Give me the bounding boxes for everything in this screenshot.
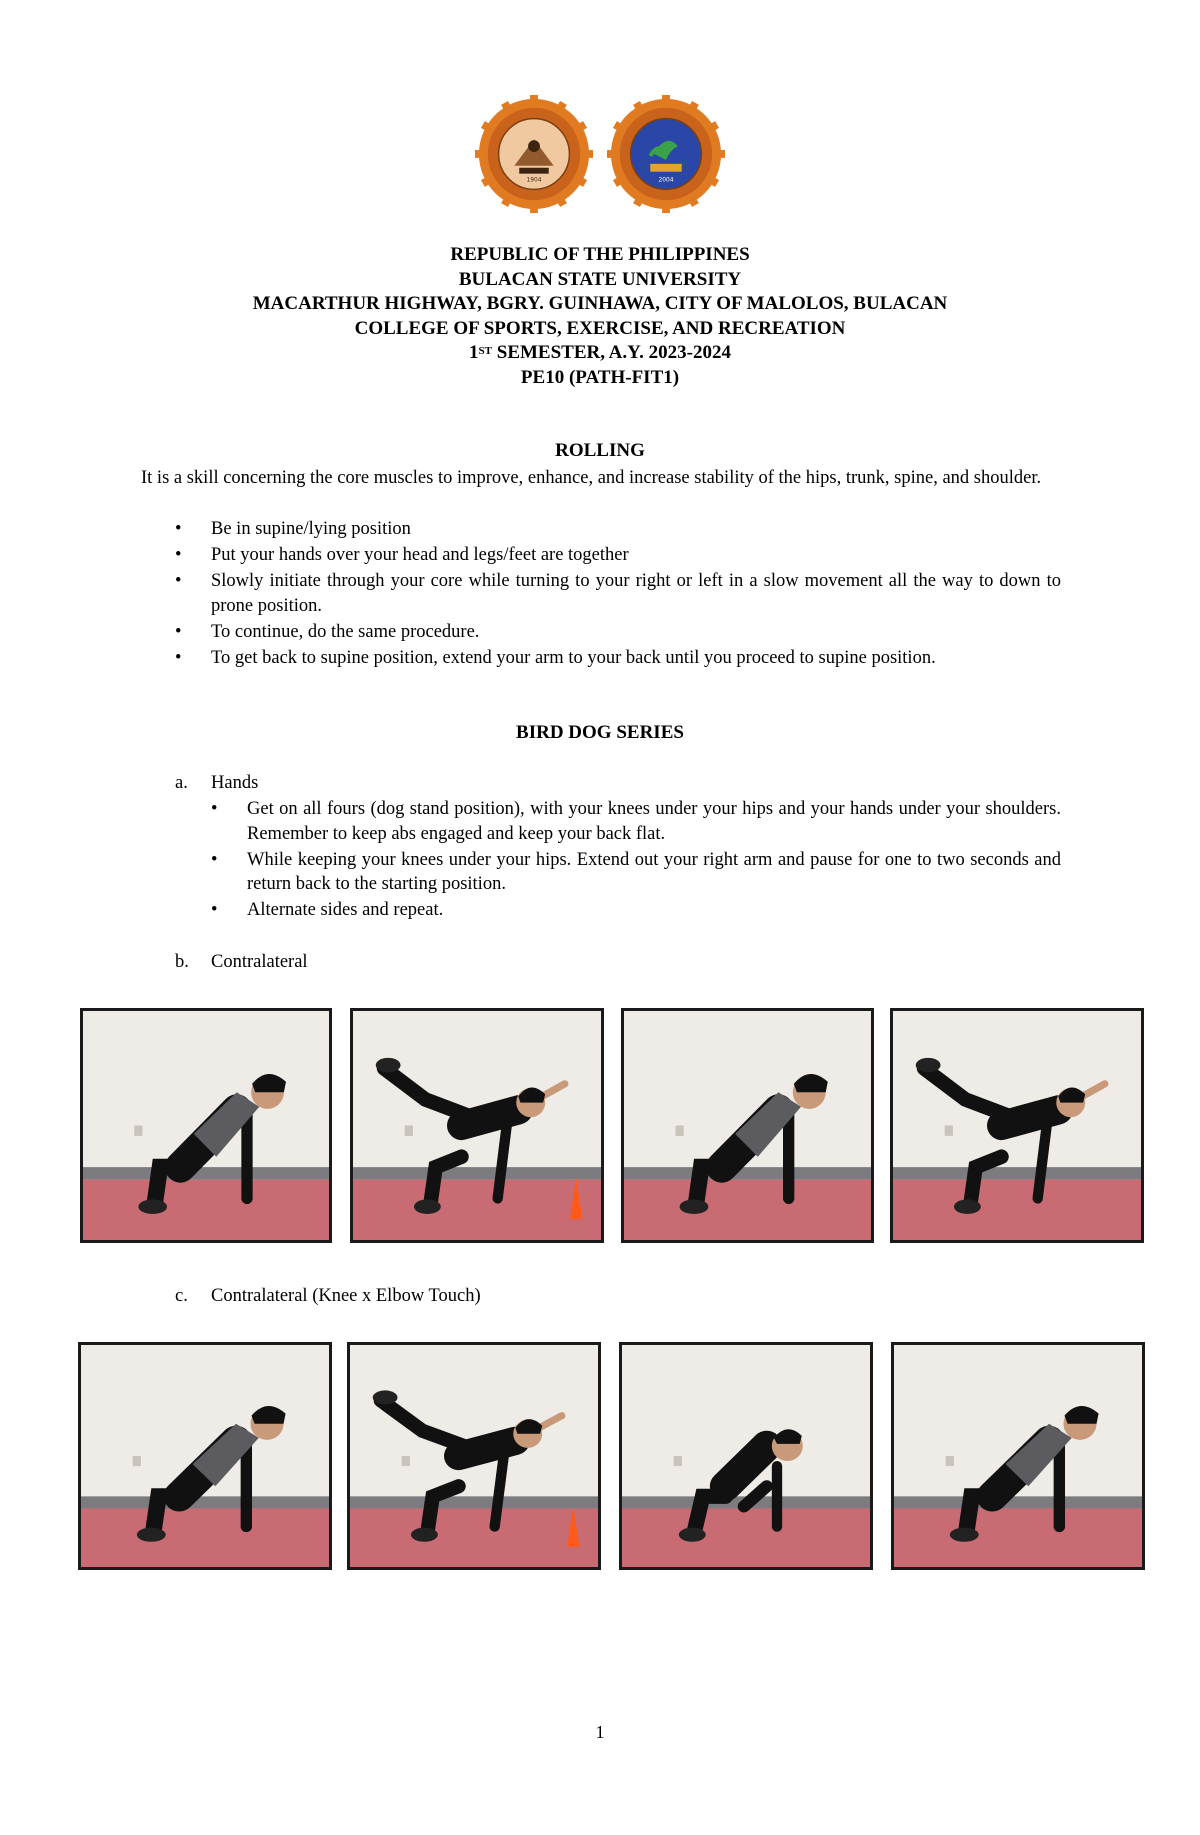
hands-step-item [211,898,1061,923]
header-semester: 1ST SEMESTER, A.Y. 2023-2024 [469,342,731,364]
rolling-step-text: Be in supine/lying position [211,519,411,539]
exercise-photo [350,1008,604,1243]
rolling-step-item [141,646,1061,671]
hands-step-text: Get on all fours (dog stand position), with your knees under your hips and your hands under your shoulders. Remember to keep abs engaged and keep your back flat. [247,799,1061,844]
hands-steps-list [211,797,1061,924]
header-course: PE10 (PATH-FIT1) [520,366,680,388]
exercise-photo [347,1342,601,1570]
rolling-step-item [141,543,1061,568]
rolling-step-item [141,569,1061,618]
logo-row [0,95,1200,213]
bullet-icon: • [211,849,218,870]
rolling-step-text: To get back to supine position, extend your arm to your back until you proceed to supine position. [211,647,936,668]
exercise-photo [621,1008,874,1243]
cser-seal-logo [607,95,725,213]
header-university: BULACAN STATE UNIVERSITY [458,268,742,290]
item-b-text: Contralateral [211,952,308,972]
header-republic: REPUBLIC OF THE PHILIPPINES [450,244,750,265]
hands-step-item [211,848,1061,897]
bullet-icon: • [175,621,182,642]
rolling-intro: It is a skill concerning the core muscles to improve, enhance, and increase stability of the hips, trunk, spine, and shoulder. [141,468,1042,488]
bulsu-seal-logo [475,95,593,213]
exercise-photo [619,1342,873,1570]
header-address: MACARTHUR HIGHWAY, BGRY. GUINHAWA, CITY OF MALOLOS, BULACAN [252,293,948,315]
exercise-photo [890,1008,1144,1243]
item-c-text: Contralateral (Knee x Elbow Touch) [211,1286,481,1306]
document-header [0,243,1200,391]
page-number: 1 [595,1722,605,1742]
exercise-photo [78,1342,332,1570]
bird-dog-title: BIRD DOG SERIES [516,722,684,743]
bullet-icon: • [175,519,182,539]
rolling-step-item [141,620,1061,645]
rolling-step-item [141,517,1061,542]
bullet-icon: • [211,900,218,920]
exercise-photo [891,1342,1145,1570]
rolling-steps-list [141,517,1061,672]
exercise-photo [80,1008,332,1243]
rolling-step-text: Put your hands over your head and legs/feet are together [211,545,629,565]
hands-step-item [211,797,1061,846]
item-a-label: a. [175,773,188,793]
hands-step-text: While keeping your knees under your hips. Extend out your right arm and pause for one to two seconds and return back to the starting position. [247,849,1061,894]
rolling-step-text: To continue, do the same procedure. [211,621,480,642]
right-seal-year: 2004 [658,177,674,184]
item-a-text: Hands [211,773,259,793]
bullet-icon: • [175,545,182,565]
bullet-icon: • [211,799,218,819]
item-c-label: c. [175,1286,188,1306]
hands-step-text: Alternate sides and repeat. [247,900,444,920]
rolling-title: ROLLING [555,440,645,461]
item-b-label: b. [175,952,189,972]
bullet-icon: • [175,647,182,668]
header-college: COLLEGE OF SPORTS, EXERCISE, AND RECREATION [354,317,846,339]
bullet-icon: • [175,571,182,591]
rolling-step-text: Slowly initiate through your core while turning to your right or left in a slow movement all the way to down to prone position. [211,571,1061,616]
left-seal-year: 1904 [526,177,542,184]
